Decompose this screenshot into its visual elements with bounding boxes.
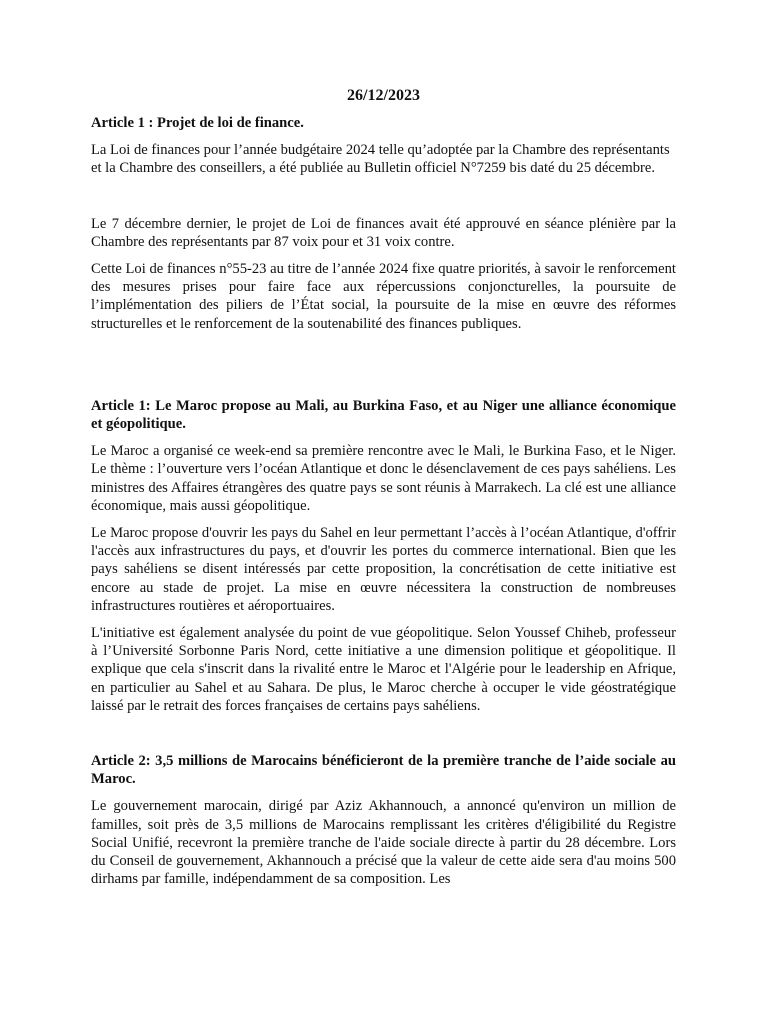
paragraph: Le gouvernement marocain, dirigé par Aziz Akhannouch, a annoncé qu'environ un million de familles, soit près de 3,5 millions de Marocains remplissant les critères d'éligibilité du Registre Social Unifié, recevront la première tranche de l'aide sociale directe à partir du 28 décembre. Lors du Conseil de gouvernement, Akhannouch a précisé que la valeur de cette aide sera d'au moins 500 dirhams par famille, indépendamment de sa composition. Les <box>91 798 676 888</box>
paragraph: Cette Loi de finances n°55-23 au titre de l’année 2024 fixe quatre priorités, à savoir le renforcement des mesures prises pour faire face aux répercussions conjoncturelles, la poursuite de l’implémentation des piliers de l’État social, la poursuite de la mise en œuvre des réformes structurelles et le renforcement de la soutenabilité des finances publiques. <box>91 261 676 332</box>
article-heading-social-aid: Article 2: 3,5 millions de Marocains bénéficieront de la première tranche de l’aide sociale au Maroc. <box>91 753 676 788</box>
paragraph: Le Maroc propose d'ouvrir les pays du Sahel en leur permettant l’accès à l’océan Atlantique, d'offrir l'accès aux infrastructures du pays, et d'ouvrir les portes du commerce international. Bien que les pays sahéliens se disent intéressés par cette proposition, la concrétisation de cette initiative est encore au stade de projet. La mise en œuvre nécessitera la construction de nombreuses infrastructures routières et aéroportuaires. <box>91 525 676 614</box>
article-heading-sahel-alliance: Article 1: Le Maroc propose au Mali, au Burkina Faso, et au Niger une alliance économique et géopolitique. <box>91 397 676 433</box>
paragraph: Le Maroc a organisé ce week-end sa première rencontre avec le Mali, le Burkina Faso, et le Niger. Le thème : l’ouverture vers l’océan Atlantique et donc le désenclavement de ces pays sahéliens. Les ministres des Affaires étrangères des quatre pays se sont réunis à Marrakech. La clé est une alliance économique, mais aussi géopolitique. <box>91 443 676 514</box>
document-date: 26/12/2023 <box>347 87 420 104</box>
spacer <box>91 342 676 397</box>
paragraph: La Loi de finances pour l’année budgétaire 2024 telle qu’adoptée par la Chambre des représentants et la Chambre des conseillers, a été publiée au Bulletin officiel N°7259 bis daté du 25 décembre. <box>91 142 670 177</box>
article-heading-finance-law: Article 1 : Projet de loi de finance. <box>91 115 304 131</box>
document-body <box>91 86 676 898</box>
paragraph: Le 7 décembre dernier, le projet de Loi de finances avait été approuvé en séance plénière par la Chambre des représentants par 87 voix pour et 31 voix contre. <box>91 215 676 250</box>
spacer <box>91 187 676 215</box>
paragraph: L'initiative est également analysée du point de vue géopolitique. Selon Youssef Chiheb, professeur à l’Université Sorbonne Paris Nord, cette initiative a une dimension politique et géopolitique. Il explique que cela s'inscrit dans la rivalité entre le Maroc et l'Algérie pour le leadership en Afrique, en particulier au Sahel et au Sahara. De plus, le Maroc cherche à occuper le vide géostratégique laissé par le retrait des forces françaises de certains pays sahéliens. <box>91 625 676 714</box>
spacer <box>91 724 676 752</box>
